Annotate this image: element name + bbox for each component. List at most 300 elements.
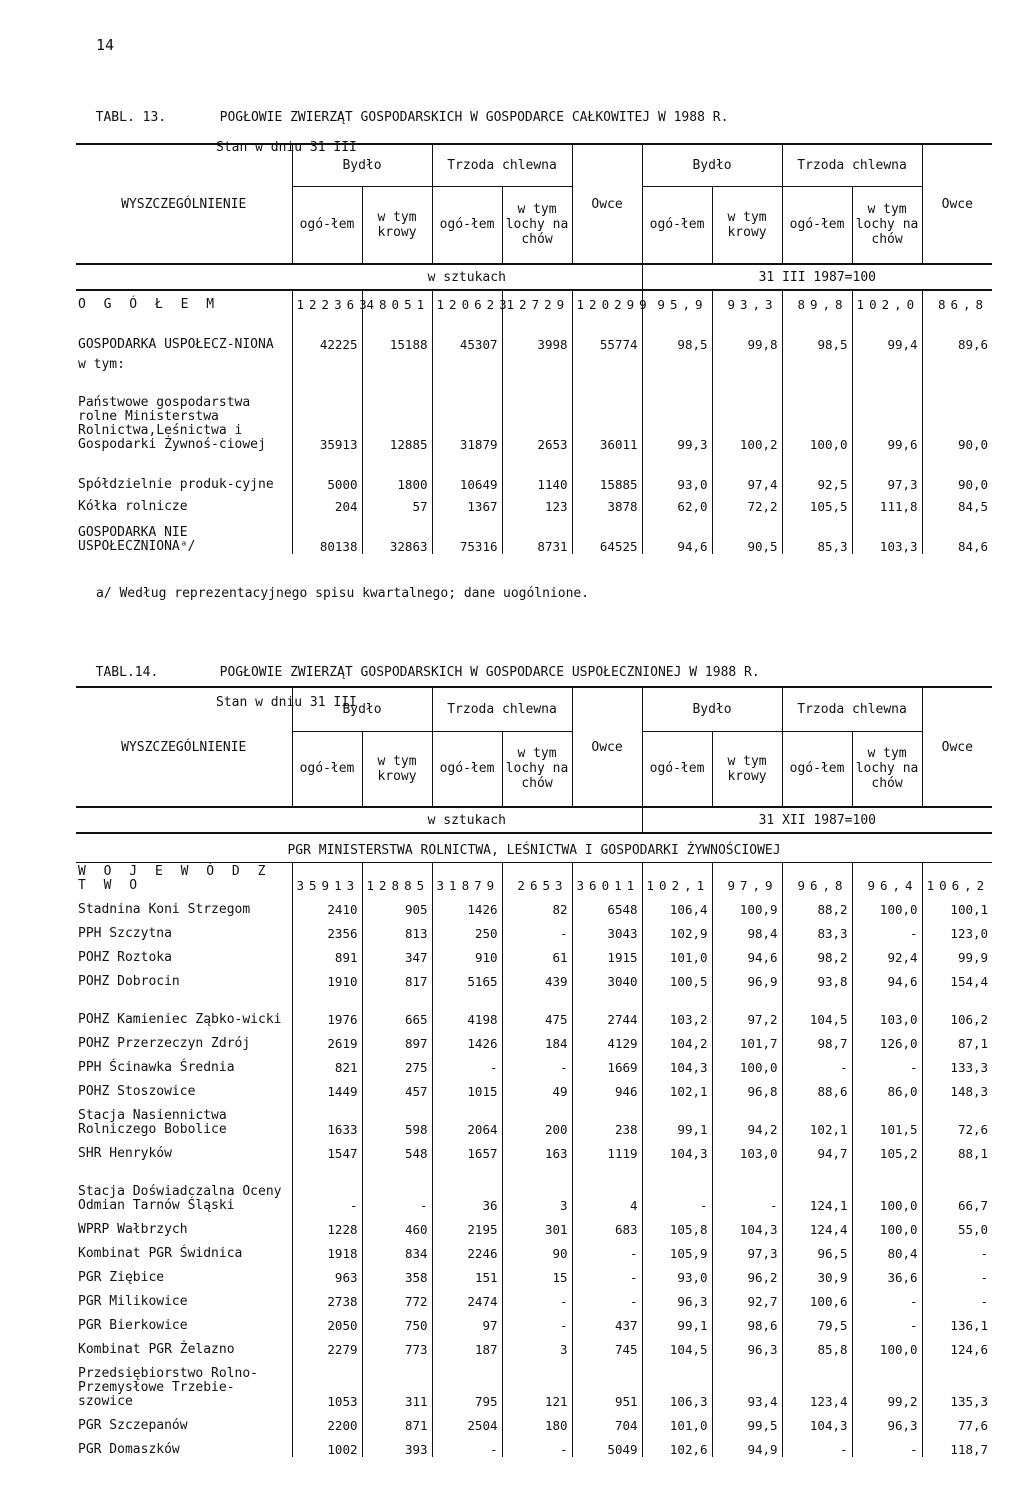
table14-stub-header: WYSZCZEGÓLNIENIE bbox=[76, 687, 292, 807]
table-cell: 106,4 bbox=[642, 893, 712, 917]
table-row bbox=[76, 290, 992, 312]
table-cell: 1367 bbox=[432, 492, 502, 514]
table-cell: 905 bbox=[362, 893, 432, 917]
table-cell: 102,9 bbox=[642, 917, 712, 941]
table-cell: 82 bbox=[502, 893, 572, 917]
table-cell: 83,3 bbox=[782, 917, 852, 941]
table-cell: 2653 bbox=[502, 372, 572, 452]
table-cell: 96,8 bbox=[782, 863, 852, 893]
table14-label: TABL.14. bbox=[95, 665, 159, 680]
table-cell: 204 bbox=[292, 492, 362, 514]
table-cell: 8731 bbox=[502, 514, 572, 554]
table-cell: 98,2 bbox=[782, 941, 852, 965]
table14-title: POGŁOWIE ZWIERZĄT GOSPODARSKICH W GOSPODARCE USPOŁECZNIONEJ W 1988 R. bbox=[219, 665, 760, 680]
table-cell: 100,6 bbox=[782, 1285, 852, 1309]
table-row bbox=[76, 941, 992, 965]
table-cell: 90,0 bbox=[922, 452, 992, 492]
table-cell: 123 bbox=[502, 492, 572, 514]
table-cell: 106,2 bbox=[922, 863, 992, 893]
table-cell: 89,8 bbox=[782, 290, 852, 312]
table-row bbox=[76, 1099, 992, 1137]
table-cell: 124,4 bbox=[782, 1213, 852, 1237]
table-cell: 104,3 bbox=[782, 1409, 852, 1433]
table-cell: 100,5 bbox=[642, 965, 712, 989]
table-row bbox=[76, 1357, 992, 1409]
table-cell: 31879 bbox=[432, 863, 502, 893]
table-cell: 102,1 bbox=[642, 1075, 712, 1099]
table-cell: 3 bbox=[502, 1161, 572, 1213]
table-cell: 62,0 bbox=[642, 492, 712, 514]
table-cell: 35913 bbox=[292, 863, 362, 893]
table-cell: 104,3 bbox=[642, 1051, 712, 1075]
row-label: w tym: bbox=[78, 357, 125, 372]
table-cell: 101,7 bbox=[712, 1027, 782, 1051]
table-cell bbox=[922, 352, 992, 372]
table13-col-lochy-index: w tym lochy na chów bbox=[852, 186, 922, 264]
table-cell: 4198 bbox=[432, 989, 502, 1027]
table13-group-bydlo: Bydło bbox=[292, 144, 432, 186]
table-cell: 2246 bbox=[432, 1237, 502, 1261]
table-cell: 89,6 bbox=[922, 312, 992, 352]
table-cell: 48051 bbox=[362, 290, 432, 312]
table-cell bbox=[432, 352, 502, 372]
table-cell: 3998 bbox=[502, 312, 572, 352]
table14-group-bydlo-index: Bydło bbox=[642, 687, 782, 731]
table14-col-ogolem-trzoda-index: ogó-łem bbox=[782, 731, 852, 807]
table-cell: 99,4 bbox=[852, 312, 922, 352]
row-label: PGR Domaszków bbox=[78, 1441, 180, 1457]
row-label: PPH Ścinawka Średnia bbox=[78, 1059, 235, 1075]
table-cell: 100,0 bbox=[852, 893, 922, 917]
table-cell: 97,9 bbox=[712, 863, 782, 893]
table-cell: 100,0 bbox=[852, 1161, 922, 1213]
table-cell: 2200 bbox=[292, 1409, 362, 1433]
table-cell: 665 bbox=[362, 989, 432, 1027]
table-cell: 99,2 bbox=[852, 1357, 922, 1409]
table13-col-ogolem-index: ogó-łem bbox=[642, 186, 712, 264]
table-cell: 3043 bbox=[572, 917, 642, 941]
row-label: Przedsiębiorstwo Rolno-Przemysłowe Trzebie-szowice bbox=[78, 1365, 259, 1409]
table-cell: 36,6 bbox=[852, 1261, 922, 1285]
table-cell: 100,0 bbox=[782, 372, 852, 452]
table-cell: 10649 bbox=[432, 452, 502, 492]
table13-col-krowy: w tym krowy bbox=[362, 186, 432, 264]
table-row bbox=[76, 893, 992, 917]
table14-group-trzoda-index: Trzoda chlewna bbox=[782, 687, 922, 731]
table-cell: 94,2 bbox=[712, 1099, 782, 1137]
table-cell bbox=[292, 352, 362, 372]
table-cell: 311 bbox=[362, 1357, 432, 1409]
table14-col-owce-index: Owce bbox=[922, 687, 992, 807]
table-cell: 104,5 bbox=[782, 989, 852, 1027]
table-row bbox=[76, 1137, 992, 1161]
table-cell: 100,1 bbox=[922, 893, 992, 917]
table13-group-trzoda-index: Trzoda chlewna bbox=[782, 144, 922, 186]
table13-subtitle: Stan w dniu 31 III bbox=[216, 140, 357, 155]
table-cell: 100,9 bbox=[712, 893, 782, 917]
table-cell: 35913 bbox=[292, 372, 362, 452]
table-cell: 5000 bbox=[292, 452, 362, 492]
table-cell: 301 bbox=[502, 1213, 572, 1237]
table-cell bbox=[362, 352, 432, 372]
table-cell: 437 bbox=[572, 1309, 642, 1333]
table-cell: 87,1 bbox=[922, 1027, 992, 1051]
table-cell: 94,9 bbox=[712, 1433, 782, 1457]
table-cell: 36 bbox=[432, 1161, 502, 1213]
table-cell: 2619 bbox=[292, 1027, 362, 1051]
table-row bbox=[76, 1237, 992, 1261]
table-row bbox=[76, 917, 992, 941]
table-row bbox=[76, 1161, 992, 1213]
table-cell: 102,1 bbox=[642, 863, 712, 893]
table-cell: - bbox=[572, 1261, 642, 1285]
table-cell: 97,4 bbox=[712, 452, 782, 492]
table14-group-trzoda: Trzoda chlewna bbox=[432, 687, 572, 731]
table-cell: 102,0 bbox=[852, 290, 922, 312]
table-cell: 1015 bbox=[432, 1075, 502, 1099]
table-cell: 275 bbox=[362, 1051, 432, 1075]
table-cell: 135,3 bbox=[922, 1357, 992, 1409]
table-cell: 90,0 bbox=[922, 372, 992, 452]
table13-group-trzoda: Trzoda chlewna bbox=[432, 144, 572, 186]
table-cell: - bbox=[432, 1433, 502, 1457]
table-cell: 1633 bbox=[292, 1099, 362, 1137]
table-row bbox=[76, 1333, 992, 1357]
table14-group-bydlo: Bydło bbox=[292, 687, 432, 731]
table-cell: 910 bbox=[432, 941, 502, 965]
table-cell: 97,3 bbox=[852, 452, 922, 492]
table-cell: 97,2 bbox=[712, 989, 782, 1027]
table-cell: 93,4 bbox=[712, 1357, 782, 1409]
table-cell: 79,5 bbox=[782, 1309, 852, 1333]
table-cell: 98,4 bbox=[712, 917, 782, 941]
table14-subtitle: Stan w dniu 31 III bbox=[216, 695, 357, 710]
table13-stub-header: WYSZCZEGÓLNIENIE bbox=[76, 144, 292, 264]
table-row bbox=[76, 1309, 992, 1333]
table-cell: 834 bbox=[362, 1237, 432, 1261]
table-row bbox=[76, 1409, 992, 1433]
table-cell: 12885 bbox=[362, 863, 432, 893]
table-cell: 3040 bbox=[572, 965, 642, 989]
table-cell: 891 bbox=[292, 941, 362, 965]
table-cell: 136,1 bbox=[922, 1309, 992, 1333]
table-row bbox=[76, 965, 992, 989]
table-cell: 772 bbox=[362, 1285, 432, 1309]
table-cell: 2410 bbox=[292, 893, 362, 917]
table-row bbox=[76, 1285, 992, 1309]
table-cell: 133,3 bbox=[922, 1051, 992, 1075]
table-cell: 104,3 bbox=[642, 1137, 712, 1161]
table-cell: 86,0 bbox=[852, 1075, 922, 1099]
table-cell: 1002 bbox=[292, 1433, 362, 1457]
table-cell: 93,0 bbox=[642, 452, 712, 492]
table-cell: 84,5 bbox=[922, 492, 992, 514]
table13-group-bydlo-index: Bydło bbox=[642, 144, 782, 186]
table-cell: - bbox=[922, 1285, 992, 1309]
table-cell: 100,0 bbox=[712, 1051, 782, 1075]
table-cell: 2744 bbox=[572, 989, 642, 1027]
table-cell: 96,3 bbox=[852, 1409, 922, 1433]
table13-col-ogolem-trzoda-index: ogó-łem bbox=[782, 186, 852, 264]
table-cell: 1449 bbox=[292, 1075, 362, 1099]
table-cell: 121 bbox=[502, 1357, 572, 1409]
table-cell: 1140 bbox=[502, 452, 572, 492]
table-cell: 163 bbox=[502, 1137, 572, 1161]
table-cell: 358 bbox=[362, 1261, 432, 1285]
table-cell: 2356 bbox=[292, 917, 362, 941]
page-number: 14 bbox=[96, 36, 115, 54]
table14-unit-absolute: w sztukach bbox=[292, 807, 642, 833]
table-cell: 457 bbox=[362, 1075, 432, 1099]
table-cell: 5049 bbox=[572, 1433, 642, 1457]
table-cell: 104,5 bbox=[642, 1333, 712, 1357]
table-cell: 120299 bbox=[572, 290, 642, 312]
table-cell bbox=[642, 352, 712, 372]
table-cell: 184 bbox=[502, 1027, 572, 1051]
table14 bbox=[76, 686, 992, 1457]
row-label: Stacja Doświadczalna Oceny Odmian Tarnów Śląski bbox=[78, 1183, 282, 1213]
table-cell: 103,0 bbox=[712, 1137, 782, 1161]
table-cell: 106,2 bbox=[922, 989, 992, 1027]
table-cell: 2050 bbox=[292, 1309, 362, 1333]
table-row bbox=[76, 514, 992, 554]
row-label: POHZ Dobrocin bbox=[78, 973, 180, 989]
table-cell: 118,7 bbox=[922, 1433, 992, 1457]
table-cell: 123,0 bbox=[922, 917, 992, 941]
table-cell: 1657 bbox=[432, 1137, 502, 1161]
table-cell: 96,9 bbox=[712, 965, 782, 989]
table-cell: 88,6 bbox=[782, 1075, 852, 1099]
row-label: Kółka rolnicze bbox=[78, 499, 188, 514]
table-cell: 1910 bbox=[292, 965, 362, 989]
table-cell: - bbox=[782, 1433, 852, 1457]
table-cell: 101,5 bbox=[852, 1099, 922, 1137]
table-cell: 99,8 bbox=[712, 312, 782, 352]
table-cell: 80138 bbox=[292, 514, 362, 554]
table-cell: 439 bbox=[502, 965, 572, 989]
table13-footnote: a/ Według reprezentacyjnego spisu kwartalnego; dane uogólnione. bbox=[96, 586, 590, 601]
table-cell: 80,4 bbox=[852, 1237, 922, 1261]
table-cell: 4 bbox=[572, 1161, 642, 1213]
table-cell: 96,2 bbox=[712, 1261, 782, 1285]
table-cell: 101,0 bbox=[642, 941, 712, 965]
table-cell: 66,7 bbox=[922, 1161, 992, 1213]
table-cell: 55,0 bbox=[922, 1213, 992, 1237]
table-cell: 460 bbox=[362, 1213, 432, 1237]
row-label: PGR Ziębice bbox=[78, 1269, 165, 1285]
table-cell: 6548 bbox=[572, 893, 642, 917]
table-cell: 250 bbox=[432, 917, 502, 941]
table-cell: 963 bbox=[292, 1261, 362, 1285]
table-cell: 95,9 bbox=[642, 290, 712, 312]
table-cell: 1800 bbox=[362, 452, 432, 492]
table-cell: 102,6 bbox=[642, 1433, 712, 1457]
table-cell: 99,1 bbox=[642, 1309, 712, 1333]
row-label: W O J E W Ó D Z T W O bbox=[78, 863, 271, 893]
table-cell: 2064 bbox=[432, 1099, 502, 1137]
table-cell: 92,4 bbox=[852, 941, 922, 965]
table13-col-ogolem-trzoda: ogó-łem bbox=[432, 186, 502, 264]
table-cell: - bbox=[852, 1433, 922, 1457]
table-cell: 2738 bbox=[292, 1285, 362, 1309]
row-label: O G Ó Ł E M bbox=[78, 297, 220, 312]
table-cell: 90 bbox=[502, 1237, 572, 1261]
table-cell: 1426 bbox=[432, 893, 502, 917]
table-cell: 817 bbox=[362, 965, 432, 989]
table-cell: 92,7 bbox=[712, 1285, 782, 1309]
table-cell: 42225 bbox=[292, 312, 362, 352]
table-cell: - bbox=[502, 1433, 572, 1457]
table-cell: 200 bbox=[502, 1099, 572, 1137]
table-cell: 77,6 bbox=[922, 1409, 992, 1433]
table-cell: 99,1 bbox=[642, 1099, 712, 1137]
table-cell: - bbox=[362, 1161, 432, 1213]
table-cell: - bbox=[572, 1237, 642, 1261]
table-cell: 99,6 bbox=[852, 372, 922, 452]
row-label: POHZ Stoszowice bbox=[78, 1083, 196, 1099]
table13-label: TABL. 13. bbox=[95, 110, 167, 125]
table13-title: POGŁOWIE ZWIERZĄT GOSPODARSKICH W GOSPODARCE CAŁKOWITEJ W 1988 R. bbox=[219, 110, 729, 125]
table-cell: 951 bbox=[572, 1357, 642, 1409]
table-cell: 75316 bbox=[432, 514, 502, 554]
table-cell: 104,2 bbox=[642, 1027, 712, 1051]
row-label: POHZ Kamieniec Ząbko-wicki bbox=[78, 1011, 282, 1027]
table-cell: 393 bbox=[362, 1433, 432, 1457]
table14-col-krowy-index: w tym krowy bbox=[712, 731, 782, 807]
row-label: PGR Bierkowice bbox=[78, 1317, 188, 1333]
table13-body bbox=[76, 290, 992, 554]
row-label: Spółdzielnie produk-cyjne bbox=[78, 477, 274, 492]
table-cell: 475 bbox=[502, 989, 572, 1027]
table-cell: 98,5 bbox=[642, 312, 712, 352]
row-label: Kombinat PGR Świdnica bbox=[78, 1245, 243, 1261]
table-cell: 32863 bbox=[362, 514, 432, 554]
row-label: POHZ Przerzeczyn Zdrój bbox=[78, 1035, 251, 1051]
table-cell: 99,3 bbox=[642, 372, 712, 452]
table-cell: 36011 bbox=[572, 863, 642, 893]
table-cell: 96,3 bbox=[642, 1285, 712, 1309]
table-cell: 750 bbox=[362, 1309, 432, 1333]
table-cell: 98,5 bbox=[782, 312, 852, 352]
table-cell: 94,6 bbox=[642, 514, 712, 554]
table-cell: - bbox=[922, 1237, 992, 1261]
table-row bbox=[76, 452, 992, 492]
table14-section-header: PGR MINISTERSTWA ROLNICTWA, LEŚNICTWA I GOSPODARKI ŻYWNOŚCIOWEJ bbox=[76, 833, 992, 863]
table-cell: 36011 bbox=[572, 372, 642, 452]
table-cell: 105,5 bbox=[782, 492, 852, 514]
table-cell: 1915 bbox=[572, 941, 642, 965]
table-cell: 122363 bbox=[292, 290, 362, 312]
table-cell: 704 bbox=[572, 1409, 642, 1433]
table13-col-owce: Owce bbox=[572, 144, 642, 264]
table-cell: 1228 bbox=[292, 1213, 362, 1237]
table-cell: - bbox=[432, 1051, 502, 1075]
table-cell: 101,0 bbox=[642, 1409, 712, 1433]
table-cell: 93,0 bbox=[642, 1261, 712, 1285]
table-cell: 103,2 bbox=[642, 989, 712, 1027]
table-cell: 49 bbox=[502, 1075, 572, 1099]
table-cell bbox=[782, 352, 852, 372]
table-cell: 1119 bbox=[572, 1137, 642, 1161]
table-cell: 598 bbox=[362, 1099, 432, 1137]
table-cell: 92,5 bbox=[782, 452, 852, 492]
table-cell: 94,6 bbox=[712, 941, 782, 965]
table-cell: 100,2 bbox=[712, 372, 782, 452]
table-cell: 2474 bbox=[432, 1285, 502, 1309]
table-cell: - bbox=[782, 1051, 852, 1075]
table-cell: 84,6 bbox=[922, 514, 992, 554]
table-row bbox=[76, 1075, 992, 1099]
row-label: PGR Szczepanów bbox=[78, 1417, 188, 1433]
table-cell: - bbox=[502, 1309, 572, 1333]
table-cell: 97 bbox=[432, 1309, 502, 1333]
table-cell: 64525 bbox=[572, 514, 642, 554]
table-cell: - bbox=[852, 1285, 922, 1309]
table14-col-ogolem: ogó-łem bbox=[292, 731, 362, 807]
table14-body bbox=[76, 833, 992, 1457]
table-cell: 90,5 bbox=[712, 514, 782, 554]
table-cell: 773 bbox=[362, 1333, 432, 1357]
table-cell: - bbox=[712, 1161, 782, 1213]
table-cell: 97,3 bbox=[712, 1237, 782, 1261]
table-cell: 795 bbox=[432, 1357, 502, 1409]
table-cell: 12729 bbox=[502, 290, 572, 312]
table-cell: - bbox=[502, 917, 572, 941]
table14-col-ogolem-index: ogó-łem bbox=[642, 731, 712, 807]
table-cell: 88,2 bbox=[782, 893, 852, 917]
row-label: Stacja Nasiennictwa Rolniczego Bobolice bbox=[78, 1107, 227, 1137]
table-cell: 821 bbox=[292, 1051, 362, 1075]
table-cell: 94,7 bbox=[782, 1137, 852, 1161]
table13-col-ogolem: ogó-łem bbox=[292, 186, 362, 264]
table-cell: 548 bbox=[362, 1137, 432, 1161]
table-cell: - bbox=[852, 1309, 922, 1333]
table-row bbox=[76, 352, 992, 372]
table14-unit-index: 31 XII 1987=100 bbox=[642, 807, 992, 833]
table-cell: 93,8 bbox=[782, 965, 852, 989]
table13-unit-index: 31 III 1987=100 bbox=[642, 264, 992, 290]
table13-unit-absolute: w sztukach bbox=[292, 264, 642, 290]
table-cell: 897 bbox=[362, 1027, 432, 1051]
table-cell: 2504 bbox=[432, 1409, 502, 1433]
table-row bbox=[76, 1213, 992, 1237]
table-cell: 15188 bbox=[362, 312, 432, 352]
table-cell: 99,5 bbox=[712, 1409, 782, 1433]
table-cell: 72,6 bbox=[922, 1099, 992, 1137]
table-row bbox=[76, 1433, 992, 1457]
row-label: PPH Szczytna bbox=[78, 925, 172, 941]
row-label: Państwowe gospodarstwa rolne Ministerstwa Rolnictwa,Leśnictwa i Gospodarki Żywnoś-ciowej bbox=[78, 395, 266, 452]
row-label: GOSPODARKA USPOŁECZ-NIONA bbox=[78, 337, 274, 352]
table-cell: 105,8 bbox=[642, 1213, 712, 1237]
table-cell: 120623 bbox=[432, 290, 502, 312]
table-cell: 85,8 bbox=[782, 1333, 852, 1357]
table-cell: 238 bbox=[572, 1099, 642, 1137]
table14-col-owce: Owce bbox=[572, 687, 642, 807]
table-cell: 1976 bbox=[292, 989, 362, 1027]
table-cell bbox=[712, 352, 782, 372]
table-cell: 347 bbox=[362, 941, 432, 965]
table-cell: - bbox=[572, 1285, 642, 1309]
table-cell: - bbox=[852, 917, 922, 941]
table-cell: 2195 bbox=[432, 1213, 502, 1237]
table-cell: 55774 bbox=[572, 312, 642, 352]
table14-col-ogolem-trzoda: ogó-łem bbox=[432, 731, 502, 807]
table-cell: 15885 bbox=[572, 452, 642, 492]
table-cell: 31879 bbox=[432, 372, 502, 452]
table-cell: 104,3 bbox=[712, 1213, 782, 1237]
table-cell: 57 bbox=[362, 492, 432, 514]
